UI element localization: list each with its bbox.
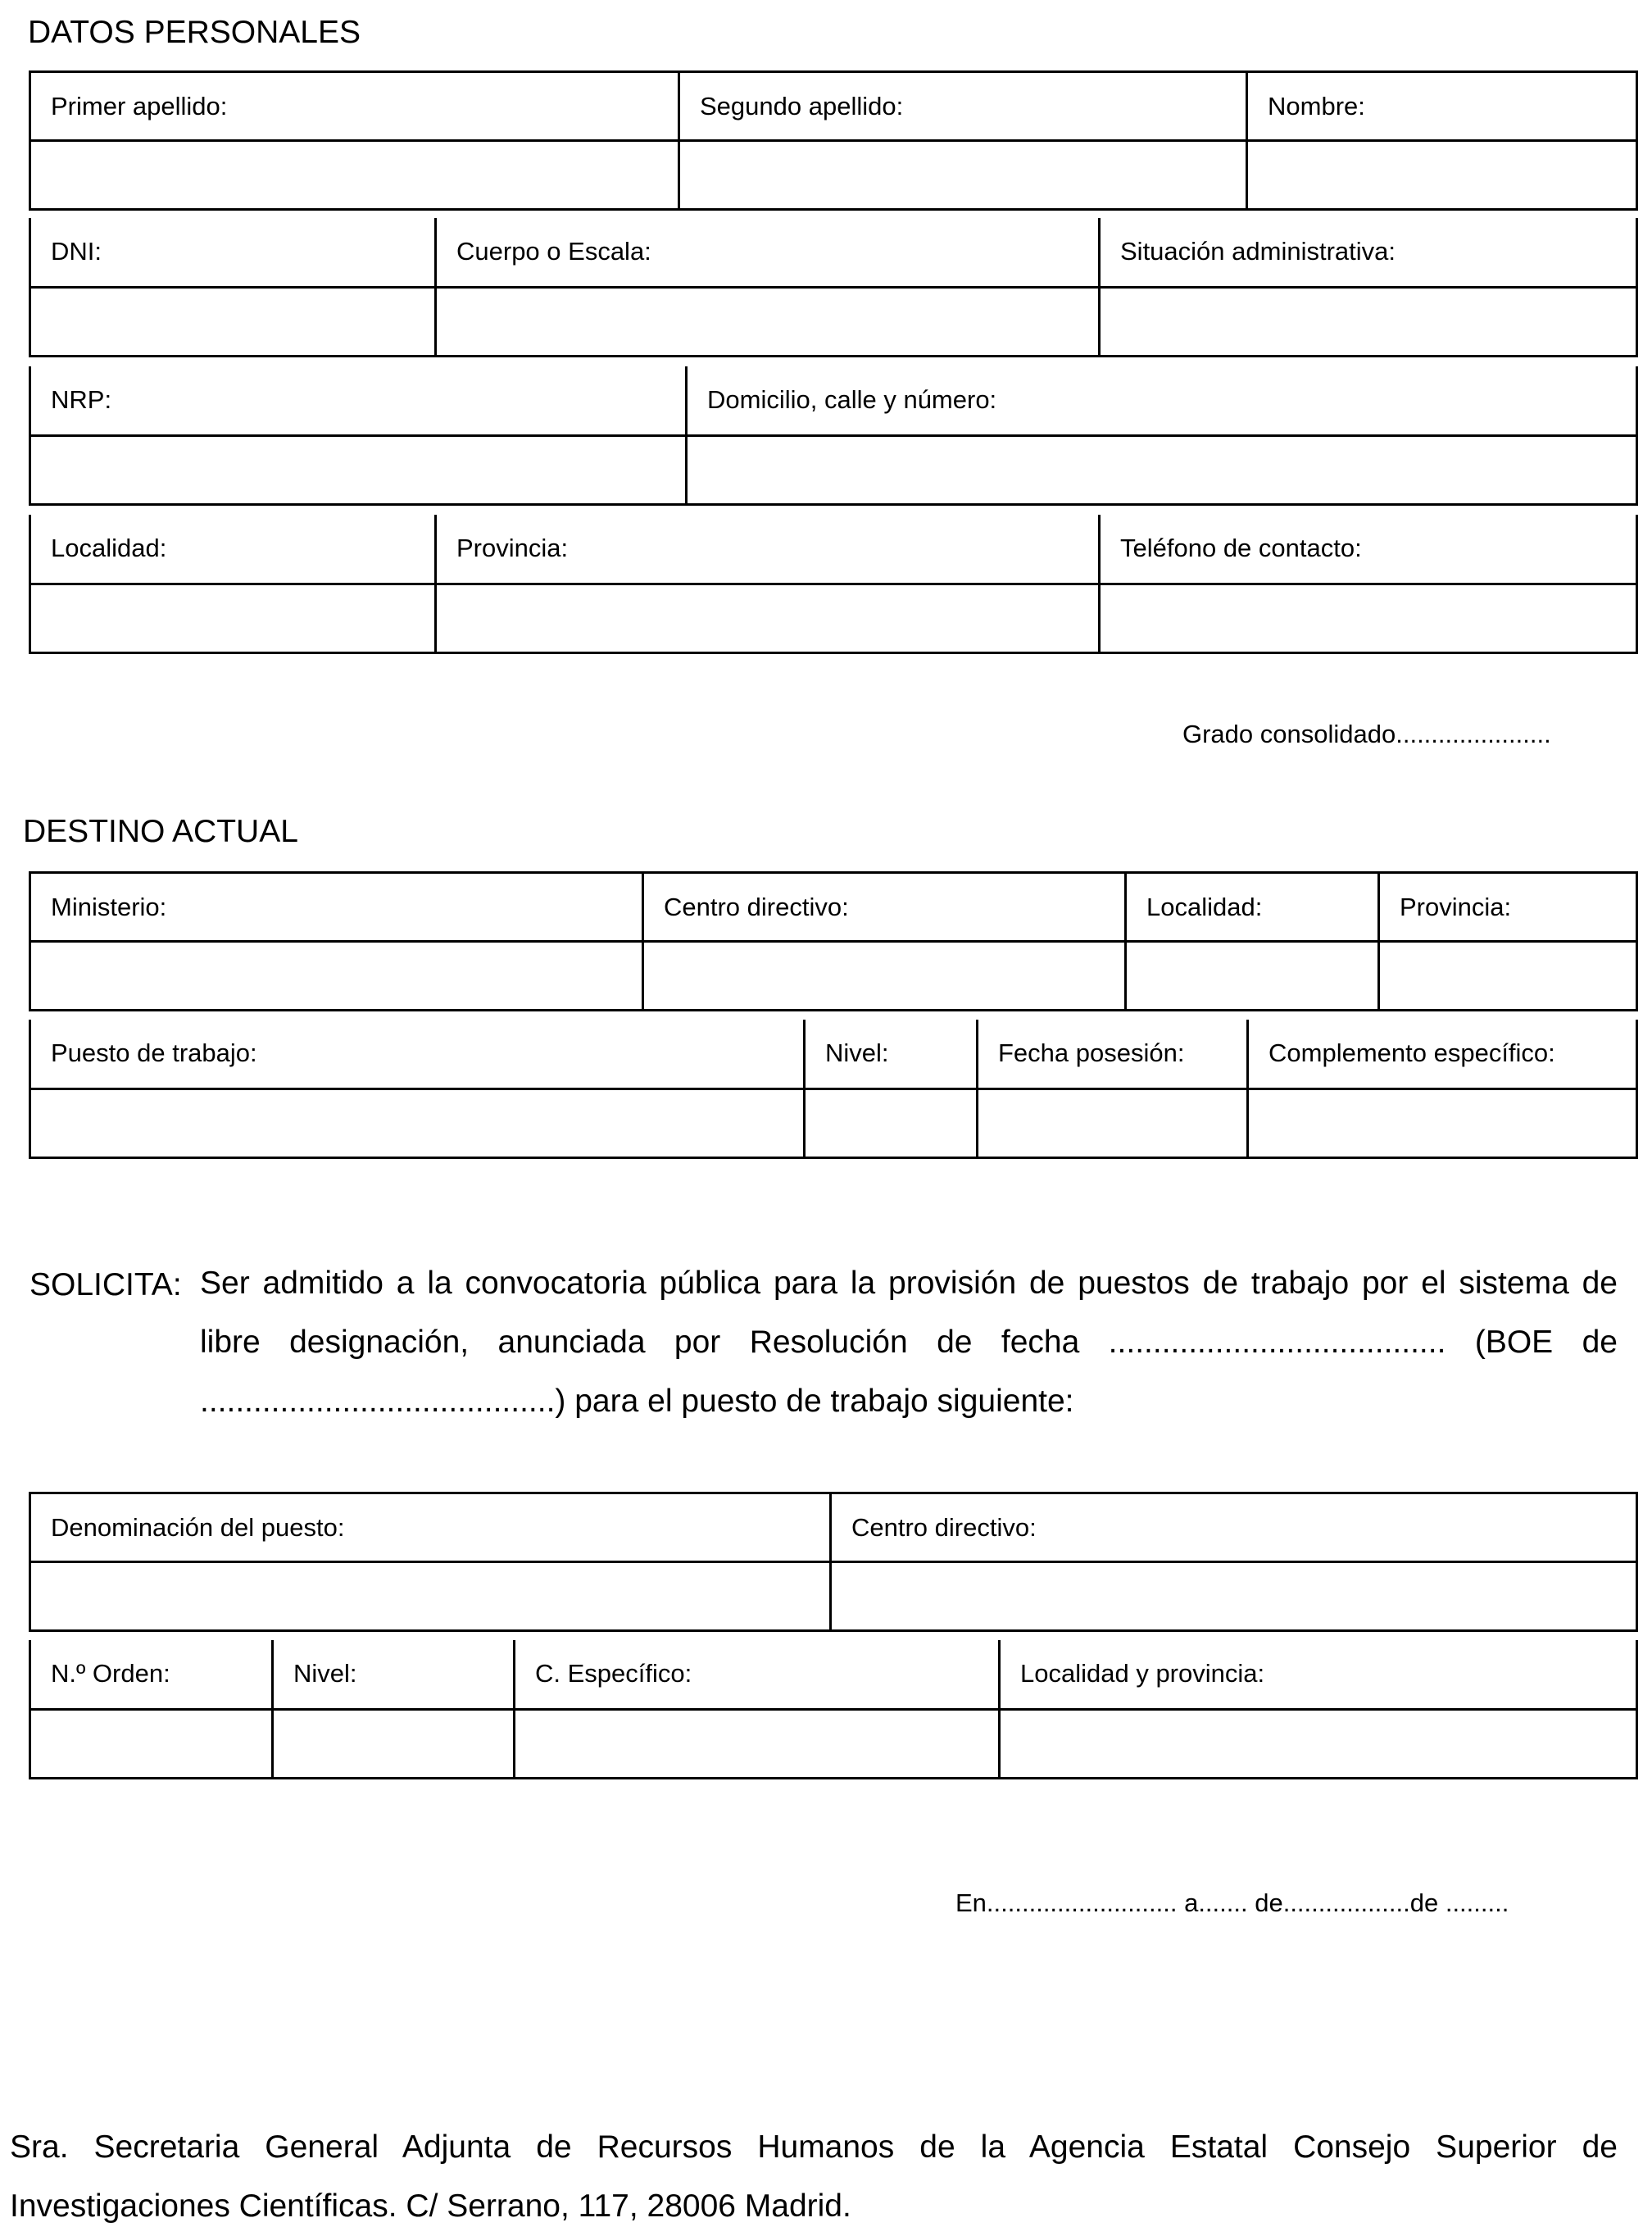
complemento-especifico-field[interactable] xyxy=(1248,1088,1637,1157)
label-provincia: Provincia: xyxy=(436,515,1100,584)
puesto-trabajo-field[interactable] xyxy=(30,1088,805,1157)
section-title-current: DESTINO ACTUAL xyxy=(23,814,298,849)
grado-consolidado: Grado consolidado...................... xyxy=(1182,720,1551,748)
date-line: En........................... a....... de..................de ......... xyxy=(955,1888,1509,1917)
label-denominacion-puesto: Denominación del puesto: xyxy=(30,1493,831,1562)
situacion-administrativa-field[interactable] xyxy=(1100,287,1637,356)
dni-field[interactable] xyxy=(30,287,436,356)
cuerpo-escala-field[interactable] xyxy=(436,287,1100,356)
position-row2 xyxy=(29,1640,1638,1779)
label-localidad-destino: Localidad: xyxy=(1126,873,1379,942)
numero-orden-field[interactable] xyxy=(30,1709,273,1778)
ministerio-field[interactable] xyxy=(30,942,643,1011)
label-cuerpo-escala: Cuerpo o Escala: xyxy=(436,218,1100,287)
label-nivel-puesto: Nivel: xyxy=(273,1640,515,1709)
label-ministerio: Ministerio: xyxy=(30,873,643,942)
centro-directivo-puesto-field[interactable] xyxy=(831,1562,1637,1631)
personal-row1-labels xyxy=(29,70,1638,211)
telefono-field[interactable] xyxy=(1100,584,1637,652)
personal-row2 xyxy=(29,218,1638,357)
personal-row4 xyxy=(29,515,1638,654)
domicilio-field[interactable] xyxy=(687,435,1637,504)
addressee xyxy=(10,2118,1618,2236)
label-centro-directivo-puesto: Centro directivo: xyxy=(831,1493,1637,1562)
solicita-line-2: libre designación, anunciada por Resolución de fecha ...................................... (BOE de xyxy=(200,1325,1618,1360)
position-row1 xyxy=(29,1492,1638,1632)
primer-apellido-field[interactable] xyxy=(30,141,679,210)
centro-directivo-field[interactable] xyxy=(643,942,1126,1011)
label-primer-apellido: Primer apellido: xyxy=(30,72,679,141)
nivel-field[interactable] xyxy=(805,1088,978,1157)
label-centro-directivo: Centro directivo: xyxy=(643,873,1126,942)
label-complemento-especifico: Complemento específico: xyxy=(1248,1020,1637,1088)
solicita-line-3: ........................................) para el puesto de trabajo siguiente: xyxy=(200,1384,1074,1419)
localidad-destino-field[interactable] xyxy=(1126,942,1379,1011)
nombre-field[interactable] xyxy=(1247,141,1637,210)
solicita-line-1: Ser admitido a la convocatoria pública para la provisión de puestos de trabajo por el sistema de xyxy=(200,1266,1618,1301)
nrp-field[interactable] xyxy=(30,435,687,504)
label-segundo-apellido: Segundo apellido: xyxy=(679,72,1247,141)
label-domicilio: Domicilio, calle y número: xyxy=(687,366,1637,435)
addressee-line-1: Sra. Secretaria General Adjunta de Recursos Humanos de la Agencia Estatal Consejo Superior de xyxy=(10,2129,1618,2165)
current-row1 xyxy=(29,871,1638,1011)
solicita-label: SOLICITA: xyxy=(30,1267,182,1302)
localidad-field[interactable] xyxy=(30,584,436,652)
personal-row3 xyxy=(29,366,1638,506)
label-fecha-posesion: Fecha posesión: xyxy=(978,1020,1248,1088)
label-localidad: Localidad: xyxy=(30,515,436,584)
localidad-provincia-field[interactable] xyxy=(1000,1709,1637,1778)
provincia-field[interactable] xyxy=(436,584,1100,652)
label-localidad-provincia: Localidad y provincia: xyxy=(1000,1640,1637,1709)
solicita-text xyxy=(200,1254,1618,1431)
section-title-personal: DATOS PERSONALES xyxy=(28,15,361,50)
label-provincia-destino: Provincia: xyxy=(1379,873,1637,942)
label-puesto-trabajo: Puesto de trabajo: xyxy=(30,1020,805,1088)
segundo-apellido-field[interactable] xyxy=(679,141,1247,210)
label-dni: DNI: xyxy=(30,218,436,287)
nivel-puesto-field[interactable] xyxy=(273,1709,515,1778)
label-numero-orden: N.º Orden: xyxy=(30,1640,273,1709)
addressee-line-2: Investigaciones Científicas. C/ Serrano, 117, 28006 Madrid. xyxy=(10,2188,851,2224)
label-nrp: NRP: xyxy=(30,366,687,435)
fecha-posesion-field[interactable] xyxy=(978,1088,1248,1157)
label-situacion-administrativa: Situación administrativa: xyxy=(1100,218,1637,287)
c-especifico-field[interactable] xyxy=(515,1709,1000,1778)
provincia-destino-field[interactable] xyxy=(1379,942,1637,1011)
label-nombre: Nombre: xyxy=(1247,72,1637,141)
label-c-especifico: C. Específico: xyxy=(515,1640,1000,1709)
denominacion-puesto-field[interactable] xyxy=(30,1562,831,1631)
label-telefono: Teléfono de contacto: xyxy=(1100,515,1637,584)
label-nivel: Nivel: xyxy=(805,1020,978,1088)
current-row2 xyxy=(29,1020,1638,1159)
